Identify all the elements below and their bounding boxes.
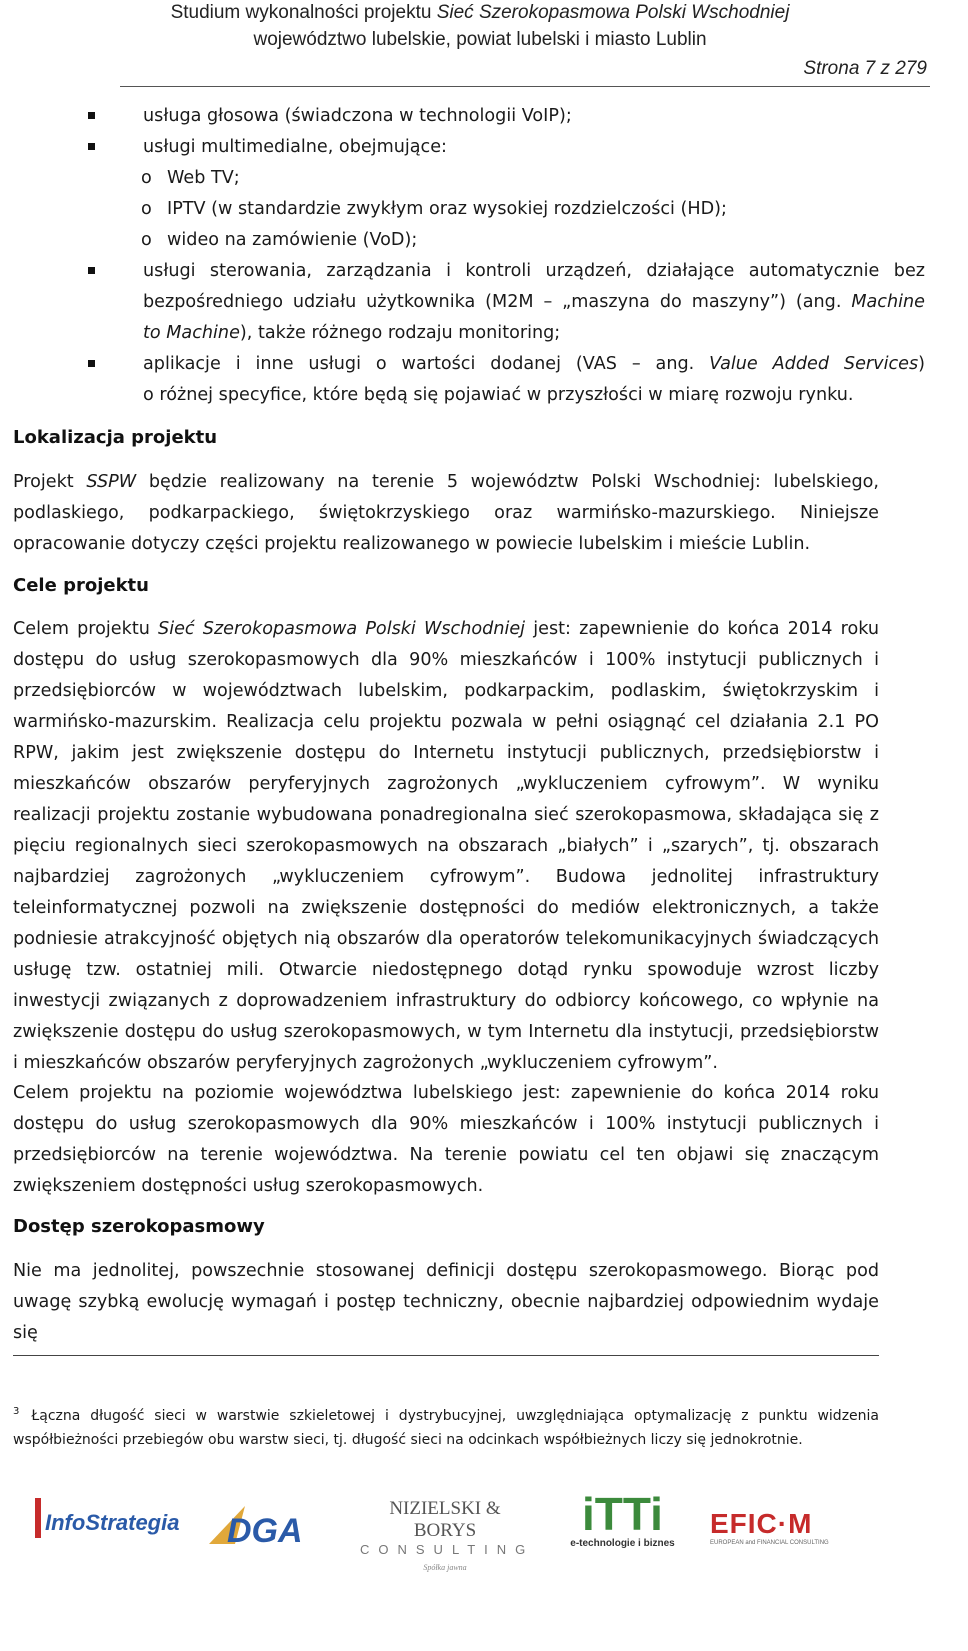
header-title: Studium wykonalności projektu Sieć Szerokopasmowa Polski Wschodniej — [170, 2, 790, 23]
svg-text:DGA: DGA — [227, 1512, 303, 1550]
list-item-text: bezpośredniego udziału użytkownika (M2M – „maszyna do maszyny”) (ang. Machine — [143, 292, 925, 312]
list-item-text: aplikacje i inne usługi o wartości dodanej (VAS – ang. Value Added Services) — [143, 354, 925, 374]
footnote-rule — [13, 1355, 879, 1356]
sub-list-item: o IPTV (w standardzie zwykłym oraz wysokiej rozdzielczości (HD); — [141, 194, 727, 225]
paragraph: Projekt SSPW będzie realizowany na terenie 5 województw Polski Wschodniej: lubelskiego, podlaskiego, podkarpackiego, świętokrzyskiego oraz warmińsko-mazurskiego. Niniejsze opracowanie dotyczy części projektu realizowanego w powiecie lubelskim i mieście Lublin. — [13, 472, 879, 554]
header-rule — [120, 86, 930, 87]
infostrategia-logo — [35, 1498, 180, 1542]
paragraph: Celem projektu na poziomie województwa lubelskiego jest: zapewnienie do końca 2014 roku dostępu do usług szerokopasmowych dla 90% mieszkańców i 100% instytucji publicznych i przedsiębiorców na terenie województwa. Na terenie powiatu cel ten objawi się znaczącym zwiększeniem dostępności usług szerokopasmowych. — [13, 1083, 879, 1196]
sub-list-item: o wideo na zamówienie (VoD); — [141, 225, 417, 256]
square-bullet-icon — [88, 112, 95, 119]
square-bullet-icon — [88, 267, 95, 274]
sub-list-item: o Web TV; — [141, 163, 240, 194]
section-heading: Cele projektu — [13, 575, 149, 596]
header-subtitle: województwo lubelskie, powiat lubelski i miasto Lublin — [253, 29, 707, 50]
circle-bullet-icon: o — [141, 168, 152, 188]
section-heading: Lokalizacja projektu — [13, 427, 218, 448]
list-item-text: usługi multimedialne, obejmujące: — [143, 137, 447, 157]
page-number: Strona 7 z 279 — [803, 58, 927, 79]
list-item-text: to Machine), także różnego rodzaju monitoring; — [143, 323, 561, 343]
eficom-logo: EFIC·M EUROPEAN and FINANCIAL CONSULTING — [710, 1508, 829, 1546]
partner-logos — [0, 1490, 960, 1650]
circle-bullet-icon: o — [141, 230, 152, 250]
nizielski-borys-logo: NIZIELSKI & BORYS CONSULTING Spółka jawna — [360, 1498, 535, 1572]
itti-logo: iTTi e-technologie i biznes — [570, 1488, 675, 1549]
paragraph: Nie ma jednolitej, powszechnie stosowanej definicji dostępu szerokopasmowego. Biorąc pod uwagę szybką ewolucję wymagań i postęp techniczny, obecnie najbardziej odpowiednim wydaje się — [13, 1261, 879, 1343]
paragraph: Celem projektu Sieć Szerokopasmowa Polski Wschodniej jest: zapewnienie do końca 2014 roku dostępu do usług szerokopasmowych dla 90% mieszkańców i 100% instytucji publicznych i przedsiębiorców w województwach lubelskim, podkarpackim, podlaskim, świętokrzyskim i warmińsko-mazurskim. Realizacja celu projektu pozwala w pełni osiągnąć cel działania 2.1 PO RPW, jakim jest zwiększenie dostępu do Internetu instytucji publicznych, przedsiębiorstw i mieszkańców obszarów peryferyjnych zagrożonych „wykluczeniem cyfrowym”. W wyniku realizacji projektu zostanie wybudowana ponadregionalna sieć szerokopasmowa, składająca się z pięciu regionalnych sieci szerokopasmowych na obszarach „białych” i „szarych”, tj. obszarach najbardziej zagrożonych „wykluczeniem cyfrowym”. Budowa jednolitej infrastruktury teleinformatycznej pozwoli na zwiększenie dostępności do mediów elektronicznych, a także podniesie atrakcyjność objętych nią obszarów dla operatorów telekomunikacyjnych świadczących usługę tzw. ostatniej mili. Otwarcie niedostępnego dotąd rynku spowoduje wzrost liczby inwestycji związanych z doprowadzeniem infrastruktury do odbiorcy końcowego, co wpłynie na zwiększenie dostępu do usług szerokopasmowych, w tym Internetu dla instytucji, przedsiębiorstw i mieszkańców obszarów peryferyjnych zagrożonych „wykluczeniem cyfrowym”. — [13, 619, 880, 1073]
square-bullet-icon — [88, 360, 95, 367]
list-item-text: usługi sterowania, zarządzania i kontroli urządzeń, działające automatycznie bez — [143, 261, 925, 281]
list-item-text: usługa głosowa (świadczona w technologii VoIP); — [143, 106, 572, 126]
circle-bullet-icon: o — [141, 199, 152, 219]
section-heading: Dostęp szerokopasmowy — [13, 1216, 265, 1237]
square-bullet-icon — [88, 143, 95, 150]
svg-text:InfoStrategia: InfoStrategia — [45, 1510, 180, 1535]
list-item-text: o różnej specyfice, które będą się pojawiać w przyszłości w miarę rozwoju rynku. — [143, 385, 854, 405]
footnote: $^3$ Łączna długość sieci w warstwie szkieletowej i dystrybucyjnej, uwzględniająca optymalizację z punktu widzenia współbieżności przebiegów obu warstw sieci, tj. długość sieci na odcinkach współbieżnych liczy się jednokrotnie. — [13, 1406, 879, 1448]
dga-logo — [205, 1500, 315, 1550]
